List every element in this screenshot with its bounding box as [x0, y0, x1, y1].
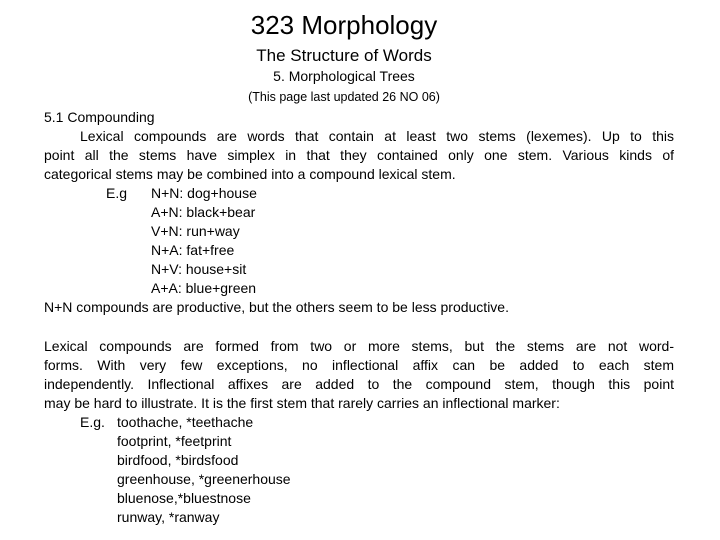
paragraph-inflection [44, 337, 674, 413]
paragraph-compounds-definition [44, 127, 674, 184]
example-item: N+N: dog+house [151, 185, 257, 201]
subtitle: The Structure of Words [256, 46, 432, 65]
updated-note: (This page last updated 26 NO 06) [248, 90, 440, 104]
inflection-example: toothache, *teethache [117, 414, 254, 430]
inflection-example: birdfood, *birdsfood [117, 452, 239, 468]
inflection-example: bluenose,*bluestnose [117, 490, 251, 506]
paragraph-line: forms. With very few exceptions, no inflectional affix can be added to each stem [44, 357, 674, 373]
paragraph-line: independently. Inflectional affixes are added to the compound stem, though this point [44, 376, 674, 392]
course-title: 323 Morphology [250, 10, 438, 40]
example-item: A+A: blue+green [151, 280, 257, 296]
paragraph-line: categorical stems may be combined into a compound lexical stem. [44, 166, 456, 182]
example-label: E.g. [80, 414, 105, 430]
inflection-example: greenhouse, *greenerhouse [117, 471, 291, 487]
section-heading: 5.1 Compounding [44, 109, 155, 125]
inflection-example: runway, *ranway [117, 509, 220, 525]
paragraph-line: Lexical compounds are formed from two or more stems, but the stems are not word- [44, 338, 674, 354]
section-title: 5. Morphological Trees [273, 68, 415, 84]
inflection-example: footprint, *feetprint [117, 433, 232, 449]
paragraph-line: point all the stems have simplex in that they contained only one stem. Various kinds of [44, 147, 674, 163]
example-item: V+N: run+way [151, 223, 240, 239]
example-label: E.g [106, 185, 128, 201]
productivity-note: N+N compounds are productive, but the others seem to be less productive. [44, 299, 509, 315]
example-item: N+A: fat+free [151, 242, 235, 258]
paragraph-line: may be hard to illustrate. It is the first stem that rarely carries an inflectional marker: [44, 395, 560, 411]
example-item: N+V: house+sit [151, 261, 247, 277]
paragraph-line: Lexical compounds are words that contain at least two stems (lexemes). Up to this [80, 128, 674, 144]
example-item: A+N: black+bear [151, 204, 256, 220]
